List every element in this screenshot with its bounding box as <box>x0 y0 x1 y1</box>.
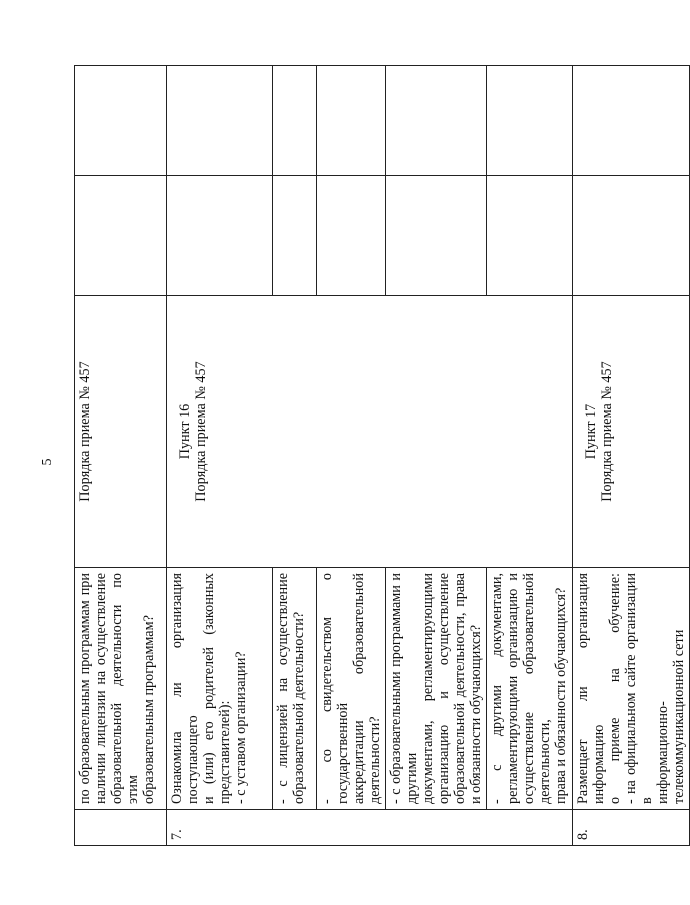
note-cell <box>573 66 690 176</box>
table-row <box>573 66 690 846</box>
question-line: - со свидетельством о государственной <box>319 573 351 804</box>
note-cell <box>75 66 167 176</box>
answer-cell <box>487 176 573 296</box>
question-line: осуществление образовательной деятельности, <box>521 573 553 804</box>
page-number: 5 <box>40 458 55 466</box>
question-line: и (или) его родителей (законных <box>201 573 217 804</box>
answer-cell <box>273 176 317 296</box>
answer-cell <box>317 176 386 296</box>
table-row <box>75 66 167 846</box>
question-line: регламентирующими организацию и <box>505 573 521 804</box>
legal-reference-line: Порядка приема № 457 <box>77 361 93 502</box>
note-cell <box>487 66 573 176</box>
question-line: Размещает ли организация информацию <box>575 573 607 804</box>
question-cell <box>75 568 167 810</box>
question-line: документами, регламентирующими <box>420 573 436 804</box>
answer-cell <box>573 176 690 296</box>
question-line: образовательной деятельности, права <box>452 573 468 804</box>
row-number: 8. <box>573 810 690 846</box>
answer-cell <box>167 176 273 296</box>
checklist-table <box>74 65 690 846</box>
question-line: права и обязанности обучающихся? <box>553 587 569 804</box>
row-number: 7. <box>167 810 573 846</box>
legal-reference-cell <box>75 296 167 568</box>
question-line: образовательной деятельности по этим <box>109 573 141 804</box>
question-cell <box>273 568 317 810</box>
legal-reference-line: Пункт 16 <box>177 403 193 460</box>
legal-reference-line: Порядка приема № 457 <box>599 361 615 502</box>
note-cell <box>167 66 273 176</box>
question-line: - с образовательными программами и другими <box>388 573 420 804</box>
question-line: образовательной деятельности? <box>291 611 307 804</box>
note-cell <box>386 66 487 176</box>
answer-cell <box>386 176 487 296</box>
question-line: организацию и осуществление <box>436 573 452 804</box>
question-cell <box>487 568 573 810</box>
note-cell <box>317 66 386 176</box>
rotated-table-sheet <box>74 66 687 846</box>
question-cell <box>317 568 386 810</box>
question-line: - с лицензией на осуществление <box>275 573 291 804</box>
question-line: информационно-телекоммуникационной сети <box>655 629 687 804</box>
question-line: - на официальном сайте организации в <box>623 573 655 804</box>
question-line: по образовательным программам при <box>77 573 93 804</box>
question-line: представителей): <box>217 700 233 804</box>
question-cell <box>167 568 273 810</box>
note-cell <box>273 66 317 176</box>
question-line: аккредитации образовательной деятельности? <box>351 573 383 804</box>
table-row <box>167 66 273 846</box>
legal-reference-cell <box>573 296 690 568</box>
rotated-table-viewport <box>74 66 687 846</box>
question-cell <box>386 568 487 810</box>
legal-reference-cell <box>167 296 573 568</box>
legal-reference-line: Пункт 17 <box>583 403 599 460</box>
legal-reference-line: Порядка приема № 457 <box>193 361 209 502</box>
question-line: - с другими документами, <box>489 573 505 804</box>
question-line: - с уставом организации? <box>233 651 249 804</box>
question-line: образовательным программам? <box>141 615 157 804</box>
question-line: и обязанности обучающихся? <box>468 624 484 804</box>
checklist-table-body <box>75 66 690 846</box>
question-line: наличии лицензии на осуществление <box>93 573 109 804</box>
question-cell <box>573 568 690 810</box>
question-line: о приеме на обучение: <box>607 573 623 804</box>
answer-cell <box>75 176 167 296</box>
question-line: Ознакомила ли организация поступающего <box>169 573 201 804</box>
row-number <box>75 810 167 846</box>
